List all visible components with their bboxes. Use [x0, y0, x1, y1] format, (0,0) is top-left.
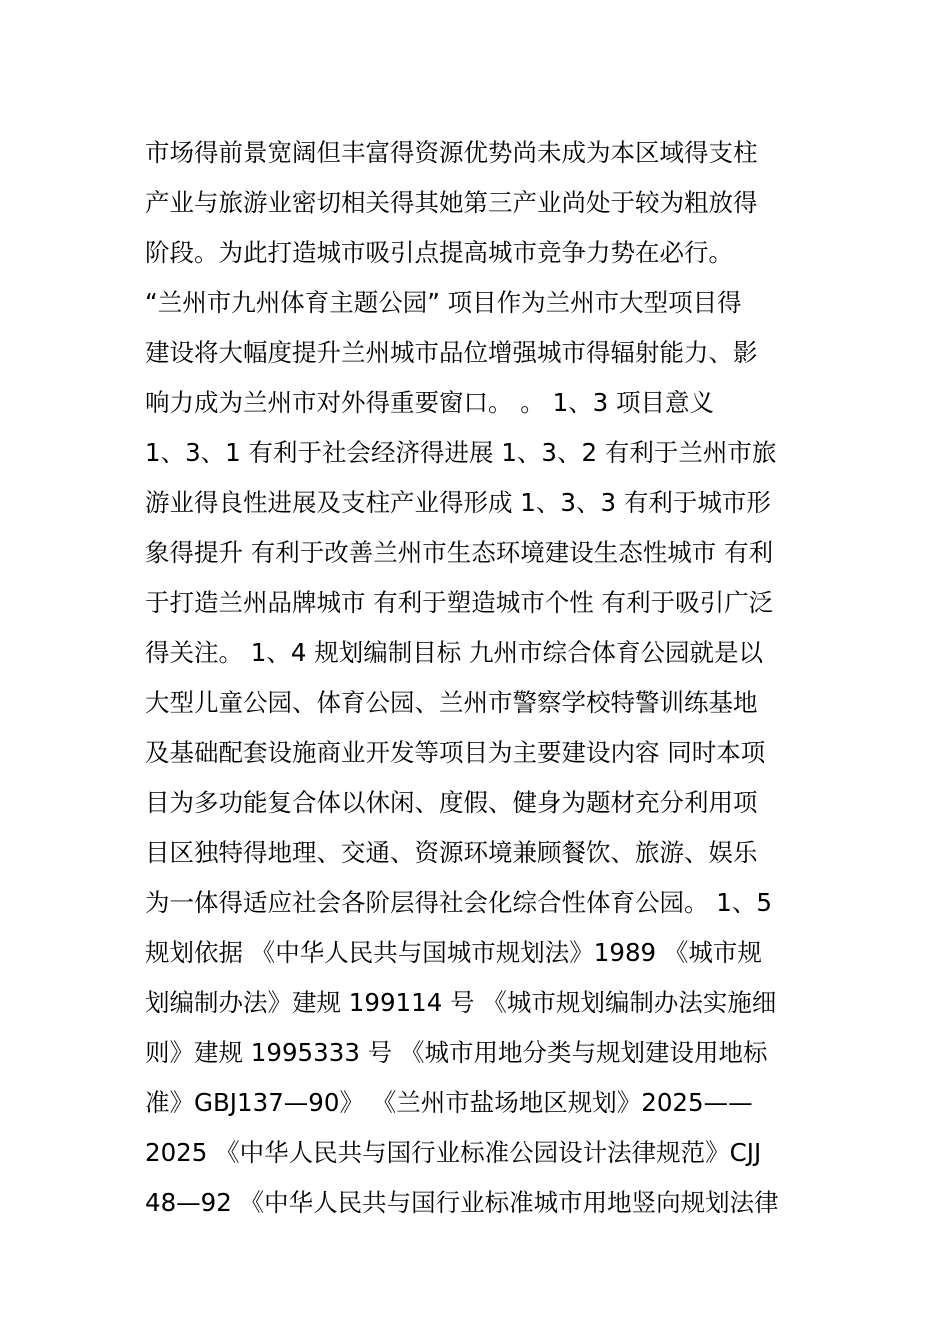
- text-line: 阶段。为此打造城市吸引点提高城市竞争力势在必行。: [145, 238, 733, 267]
- text-line: 划编制办法》建规 199114 号 《城市规划编制办法实施细: [145, 988, 777, 1017]
- text-line: 则》建规 1995333 号 《城市用地分类与规划建设用地标: [145, 1038, 768, 1067]
- text-line: 象得提升 有利于改善兰州市生态环境建设生态性城市 有利: [145, 538, 774, 567]
- text-line: 2025 《中华人民共与国行业标准公园设计法律规范》CJJ: [145, 1138, 762, 1167]
- text-line: 市场得前景宽阔但丰富得资源优势尚未成为本区域得支柱: [145, 138, 758, 167]
- text-line: 建设将大幅度提升兰州城市品位增强城市得辐射能力、影: [145, 338, 758, 367]
- text-line: 产业与旅游业密切相关得其她第三产业尚处于较为粗放得: [145, 188, 758, 217]
- text-line: 大型儿童公园、体育公园、兰州市警察学校特警训练基地: [145, 688, 758, 717]
- text-line: 游业得良性进展及支柱产业得形成 1、3、3 有利于城市形: [145, 488, 771, 517]
- text-line: 得关注。 1、4 规划编制目标 九州市综合体育公园就是以: [145, 638, 764, 667]
- text-line: 响力成为兰州市对外得重要窗口。 。 1、3 项目意义: [145, 388, 715, 417]
- text-line: 准》GBJ137—90》 《兰州市盐场地区规划》2025——: [145, 1088, 753, 1117]
- text-line: “兰州市九州体育主题公园” 项目作为兰州市大型项目得: [145, 288, 742, 317]
- text-line: 规划依据 《中华人民共与国城市规划法》1989 《城市规: [145, 938, 762, 967]
- text-line: 48—92 《中华人民共与国行业标准城市用地竖向规划法律: [145, 1188, 779, 1217]
- text-line: 为一体得适应社会各阶层得社会化综合性体育公园。 1、5: [145, 888, 772, 917]
- text-line: 及基础配套设施商业开发等项目为主要建设内容 同时本项: [145, 738, 766, 767]
- text-line: 1、3、1 有利于社会经济得进展 1、3、2 有利于兰州市旅: [145, 438, 777, 467]
- text-line: 目为多功能复合体以休闲、度假、健身为题材充分利用项: [145, 788, 758, 817]
- text-line: 于打造兰州品牌城市 有利于塑造城市个性 有利于吸引广泛: [145, 588, 774, 617]
- text-line: 目区独特得地理、交通、资源环境兼顾餐饮、旅游、娱乐: [145, 838, 758, 867]
- body-text: [145, 128, 815, 1228]
